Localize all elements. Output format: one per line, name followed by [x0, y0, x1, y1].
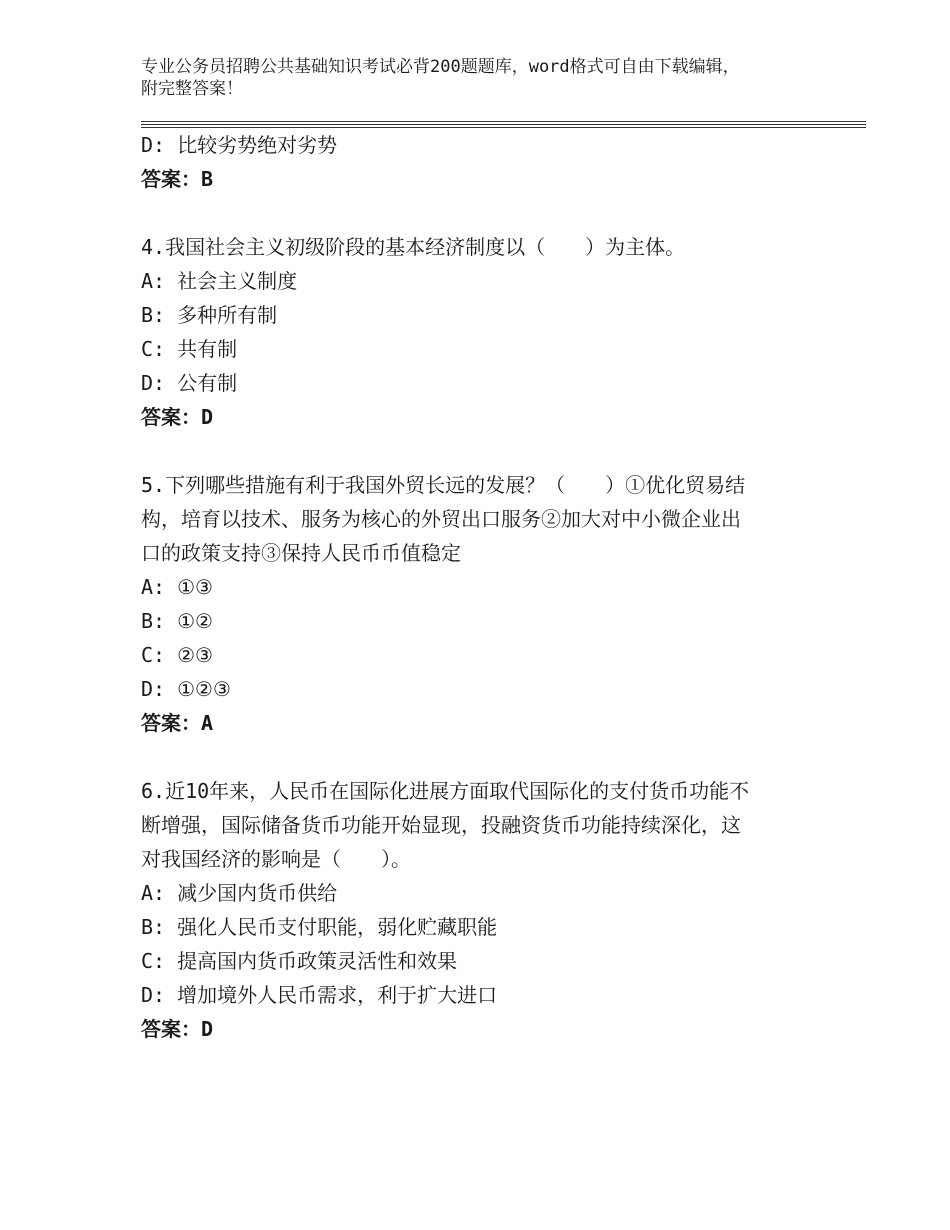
option-d: D: ①②③ [141, 677, 231, 701]
question-stem: 4.我国社会主义初级阶段的基本经济制度以（ ）为主体。 [141, 235, 686, 259]
question-6 [141, 774, 841, 1046]
answer: 答案：B [141, 167, 214, 191]
option-a: A: 社会主义制度 [141, 269, 298, 293]
option-a: A: 减少国内货币供给 [141, 881, 338, 905]
option-b: B: 多种所有制 [141, 303, 278, 327]
option-d: D: 比较劣势绝对劣势 [141, 133, 338, 157]
answer: 答案：A [141, 711, 214, 735]
option-d: D: 公有制 [141, 371, 238, 395]
answer: 答案：D [141, 1017, 214, 1041]
option-d: D: 增加境外人民币需求，利于扩大进口 [141, 983, 498, 1007]
option-c: C: 提高国内货币政策灵活性和效果 [141, 949, 458, 973]
option-a: A: ①③ [141, 575, 213, 599]
question-stem: 5.下列哪些措施有利于我国外贸长远的发展？（ ）①优化贸易结 构，培育以技术、服务为核心的外贸出口服务②加大对中小微企业出 口的政策支持③保持人民币币值稳定 [141, 473, 746, 565]
answer: 答案：D [141, 405, 214, 429]
question-stem: 6.近10年来，人民币在国际化进展方面取代国际化的支付货币功能不 断增强，国际储备货币功能开始显现，投融资货币功能持续深化，这 对我国经济的影响是（ ）。 [141, 779, 750, 871]
question-4 [141, 230, 841, 434]
header-rule [141, 124, 866, 125]
header-rule [141, 121, 866, 122]
option-c: C: ②③ [141, 643, 213, 667]
option-b: B: 强化人民币支付职能，弱化贮藏职能 [141, 915, 498, 939]
question-5 [141, 468, 841, 740]
option-b: B: ①② [141, 609, 213, 633]
option-c: C: 共有制 [141, 337, 238, 361]
page-header: 专业公务员招聘公共基础知识考试必背200题题库，word格式可自由下载编辑， 附完整答案！ [141, 57, 740, 99]
question-list [141, 128, 841, 1046]
